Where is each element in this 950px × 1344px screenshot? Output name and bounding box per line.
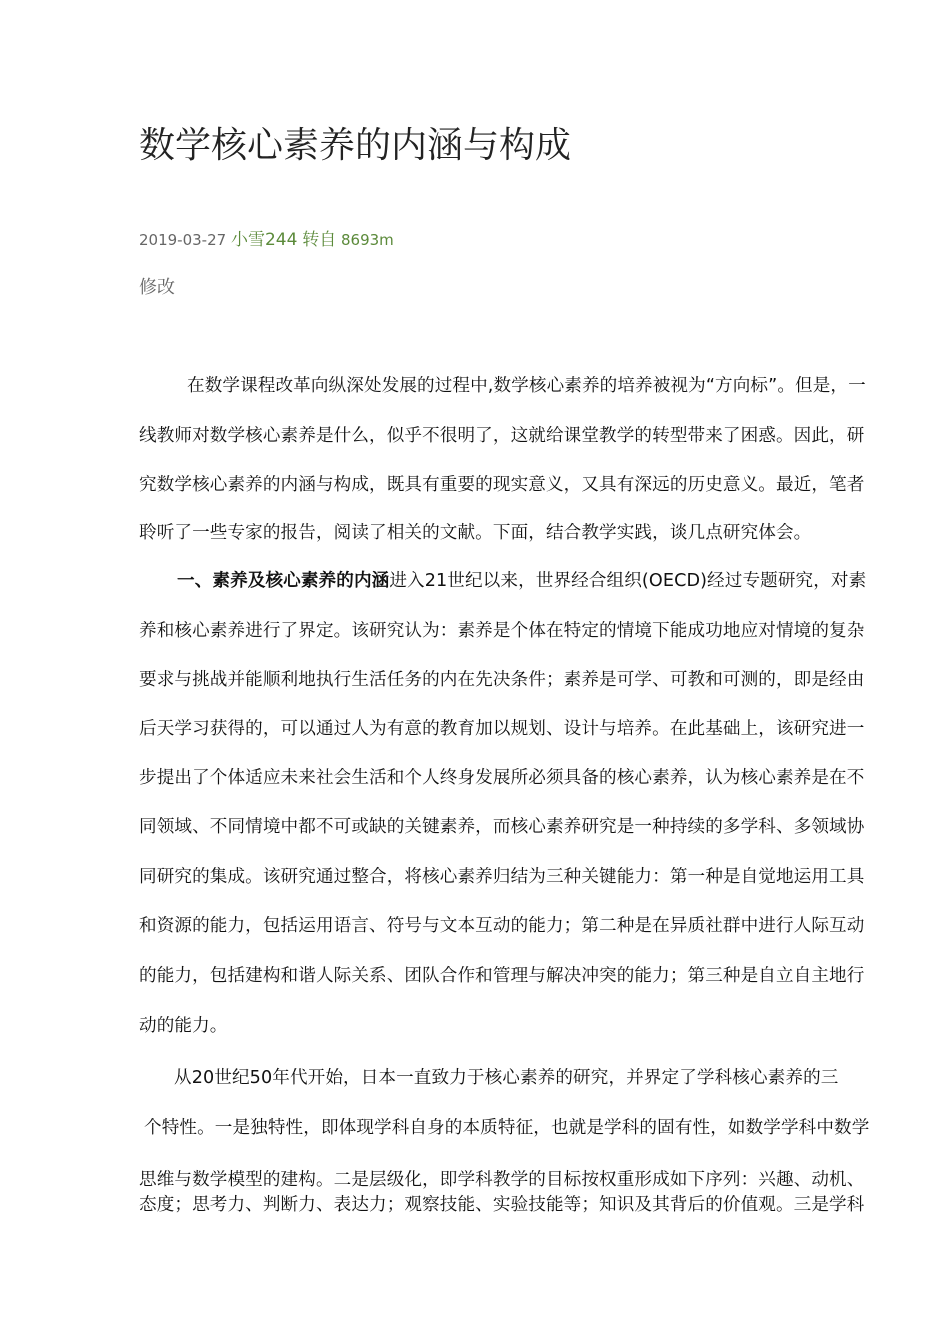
paragraph-line: 同研究的集成。该研究通过整合，将核心素养归结为三种关键能力：第一种是自觉地运用工具 bbox=[139, 867, 865, 887]
paragraph-line: 从20世纪50年代开始，日本一直致力于核心素养的研究，并界定了学科核心素养的三 bbox=[174, 1068, 839, 1088]
paragraph-line: 究数学核心素养的内涵与构成，既具有重要的现实意义，又具有深远的历史意义。最近，笔者 bbox=[139, 475, 865, 495]
section-heading-rest: 进入21世纪以来，世界经合组织(OECD)经过专题研究，对素 bbox=[389, 571, 867, 591]
paragraph-line: 步提出了个体适应未来社会生活和个人终身发展所必须具备的核心素养，认为核心素养是在不 bbox=[139, 768, 865, 788]
section-heading: 一、素养及核心素养的内涵 bbox=[177, 571, 390, 591]
paragraph-line: 态度；思考力、判断力、表达力；观察技能、实验技能等；知识及其背后的价值观。三是学科 bbox=[139, 1195, 865, 1215]
paragraph-line: 动的能力。 bbox=[139, 1016, 228, 1036]
paragraph-line: 聆听了一些专家的报告，阅读了相关的文献。下面，结合教学实践，谈几点研究体会。 bbox=[139, 523, 812, 543]
author-link[interactable]: 小雪244 bbox=[230, 230, 298, 250]
paragraph-line: 的能力，包括建构和谐人际关系、团队合作和管理与解决冲突的能力；第三种是自立自主地行 bbox=[139, 966, 865, 986]
paragraph-line: 和资源的能力，包括运用语言、符号与文本互动的能力；第二种是在异质社群中进行人际互动 bbox=[139, 916, 865, 936]
paragraph-line: 在数学课程改革向纵深处发展的过程中,数学核心素养的培养被视为“方向标”。但是，一 bbox=[187, 376, 866, 396]
paragraph-line: 同领域、不同情境中都不可或缺的关键素养，而核心素养研究是一种持续的多学科、多领域协 bbox=[139, 817, 865, 837]
paragraph-line: 思维与数学模型的建构。二是层级化，即学科教学的目标按权重形成如下序列：兴趣、动机、 bbox=[139, 1170, 865, 1190]
repost-label: 转自 bbox=[302, 230, 337, 250]
paragraph-line: 要求与挑战并能顺利地执行生活任务的内在先决条件；素养是可学、可教和可测的，即是经由 bbox=[139, 670, 865, 690]
paragraph-line: 线教师对数学核心素养是什么，似乎不很明了，这就给课堂教学的转型带来了困惑。因此，研 bbox=[139, 426, 865, 446]
paragraph-line: 后天学习获得的，可以通过人为有意的教育加以规划、设计与培养。在此基础上，该研究进一 bbox=[139, 719, 865, 739]
paragraph-line: 养和核心素养进行了界定。该研究认为：素养是个体在特定的情境下能成功地应对情境的复杂 bbox=[139, 621, 865, 641]
source-link[interactable]: 8693m bbox=[340, 231, 394, 249]
paragraph-line bbox=[177, 567, 866, 595]
publish-date: 2019-03-27 bbox=[139, 231, 227, 249]
article-title: 数学核心素养的内涵与构成 bbox=[139, 125, 572, 166]
article-meta bbox=[139, 228, 394, 252]
edit-link[interactable]: 修改 bbox=[139, 277, 175, 298]
paragraph-line: 个特性。一是独特性，即体现学科自身的本质特征，也就是学科的固有性，如数学学科中数学 bbox=[144, 1118, 870, 1138]
